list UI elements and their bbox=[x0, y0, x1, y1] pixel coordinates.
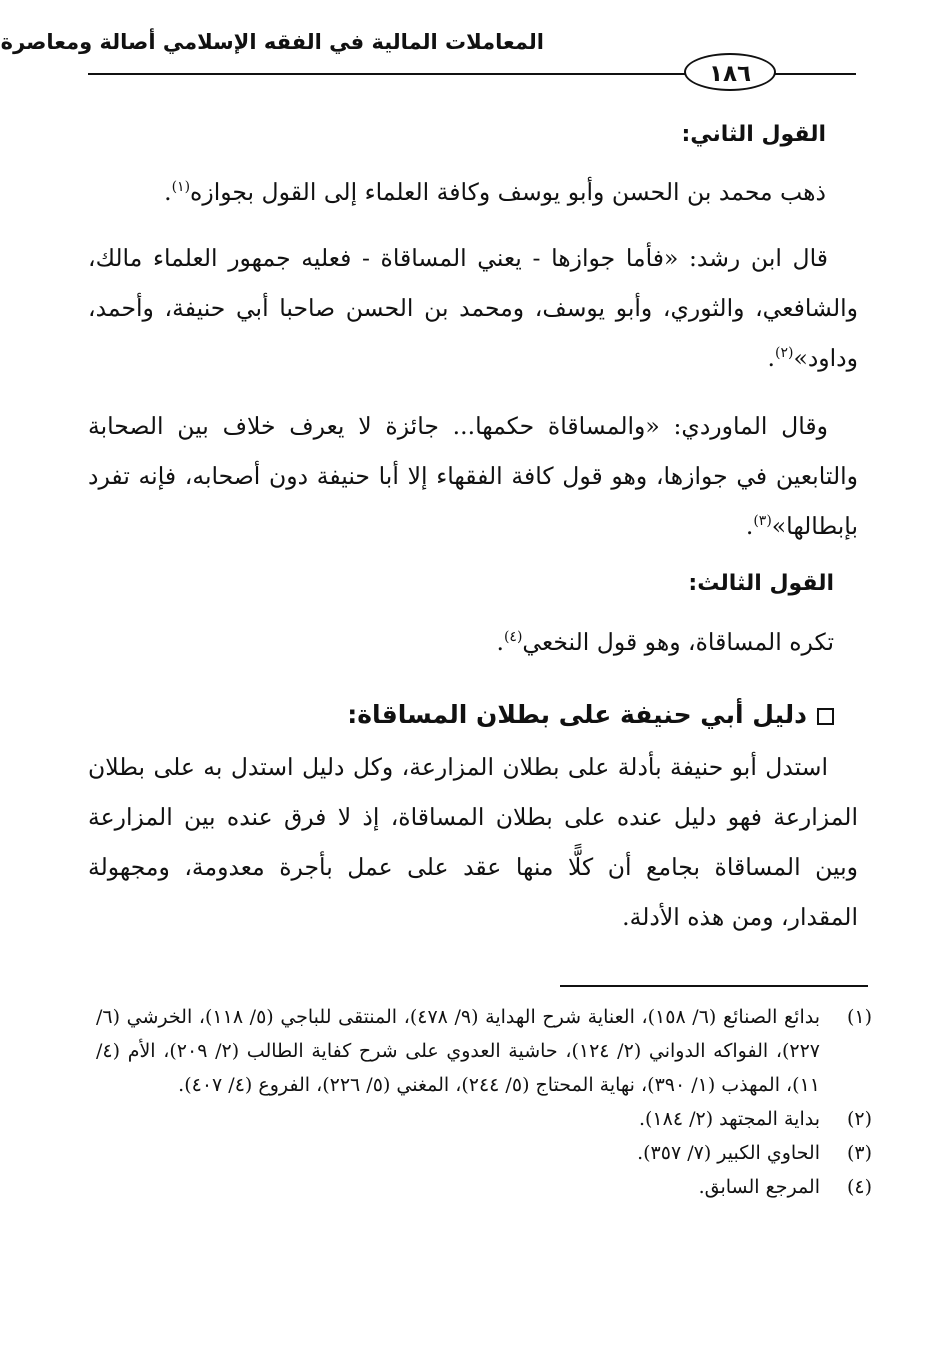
evidence-heading-text: دليل أبي حنيفة على بطلان المساقاة: bbox=[347, 700, 807, 729]
third-opinion-text: تكره المساقاة، وهو قول النخعي bbox=[522, 628, 834, 656]
evidence-paragraph: استدل أبو حنيفة بأدلة على بطلان المزارعة، وكل دليل استدل به على بطلان المزارعة فهو دليل عنده على بطلان المساقاة، إذ لا فرق عنده بين المزارعة وبين المساقاة بجامع أن كلًّا منها عقد على عمل بأجرة معدومة، ومجهولة المقدار، ومن هذه الأدلة. bbox=[88, 753, 858, 931]
footnote-item bbox=[96, 1000, 872, 1102]
third-opinion-paragraph: تكره المساقاة، وهو قول النخعي$^{(٤)}$. bbox=[496, 628, 834, 656]
footnote-text: بدائع الصنائع (٦/ ١٥٨)، العناية شرح الهداية (٩/ ٤٧٨)، المنتقى للباجي (٥/ ١١٨)، الخرشي (٦/ ٢٢٧)، الفواكه الدواني (٢/ ١٢٤)، حاشية العدوي على شرح كفاية الطالب (٢/ ٢٠٩)، الأم (٤/ ١١)، المهذب (١/ ٣٩٠)، نهاية المحتاج (٥/ ٢٤٤)، المغني (٥/ ٢٢٦)، الفروع (٤/ ٤٠٧). bbox=[96, 1006, 821, 1096]
footnote-number: (٣) bbox=[846, 1142, 872, 1164]
footnote-ref-3: (٣) bbox=[753, 513, 772, 530]
running-header-title: المعاملات المالية في الفقه الإسلامي أصالة ومعاصرة bbox=[0, 30, 544, 54]
second-opinion-text: ذهب محمد بن الحسن وأبو يوسف وكافة العلماء إلى القول بجوازه bbox=[190, 178, 826, 206]
footnote-ref-4: (٤) bbox=[503, 629, 523, 646]
footnote-text: المرجع السابق. bbox=[698, 1176, 820, 1198]
footnotes bbox=[96, 1000, 872, 1204]
footnote-number: (١) bbox=[846, 1006, 872, 1028]
footnote-item bbox=[96, 1170, 872, 1204]
evidence-section-heading bbox=[347, 700, 834, 729]
footnote-number: (٢) bbox=[846, 1108, 872, 1130]
mawardi-paragraph: وقال الماوردي: «والمساقاة حكمها... جائزة لا يعرف خلاف بين الصحابة والتابعين في جوازها، وهو قول كافة الفقهاء إلا أبا حنيفة دون أصحابه، فإنه تفرد بإبطالها»$^{(٣)}$. bbox=[88, 412, 858, 540]
footnote-separator bbox=[560, 985, 868, 987]
footnote-text: بداية المجتهد (٢/ ١٨٤). bbox=[638, 1108, 820, 1130]
footnote-ref-1: (١) bbox=[171, 179, 191, 196]
footnote-item bbox=[96, 1102, 872, 1136]
footnote-ref-2: (٢) bbox=[774, 345, 794, 362]
ibn-rushd-text: قال ابن رشد: «فأما جوازها - يعني المساقاة - فعليه جمهور العلماء مالك، والشافعي، والثوري، وأبو يوسف، ومحمد بن الحسن صاحبا أبي حنيفة، وأحمد، وداود» bbox=[88, 244, 858, 372]
page-number: ١٨٦ bbox=[684, 53, 776, 91]
ibn-rushd-paragraph: قال ابن رشد: «فأما جوازها - يعني المساقاة - فعليه جمهور العلماء مالك، والشافعي، والثوري، وأبو يوسف، ومحمد بن الحسن صاحبا أبي حنيفة، وأحمد، وداود»$^{(٢)}$. bbox=[88, 244, 858, 372]
footnote-number: (٤) bbox=[846, 1176, 872, 1198]
footnote-text: الحاوي الكبير (٧/ ٣٥٧). bbox=[637, 1142, 820, 1164]
footnote-item bbox=[96, 1136, 872, 1170]
second-opinion-paragraph: ذهب محمد بن الحسن وأبو يوسف وكافة العلماء إلى القول بجوازه$^{(١)}$. bbox=[164, 178, 826, 206]
second-opinion-heading: القول الثاني: bbox=[681, 122, 826, 147]
mawardi-text: وقال الماوردي: «والمساقاة حكمها... جائزة لا يعرف خلاف بين الصحابة والتابعين في جوازها، وهو قول كافة الفقهاء إلا أبا حنيفة دون أصحابه، فإنه تفرد بإبطالها» bbox=[88, 412, 858, 540]
square-bullet-icon bbox=[817, 708, 834, 725]
third-opinion-heading: القول الثالث: bbox=[688, 571, 834, 596]
